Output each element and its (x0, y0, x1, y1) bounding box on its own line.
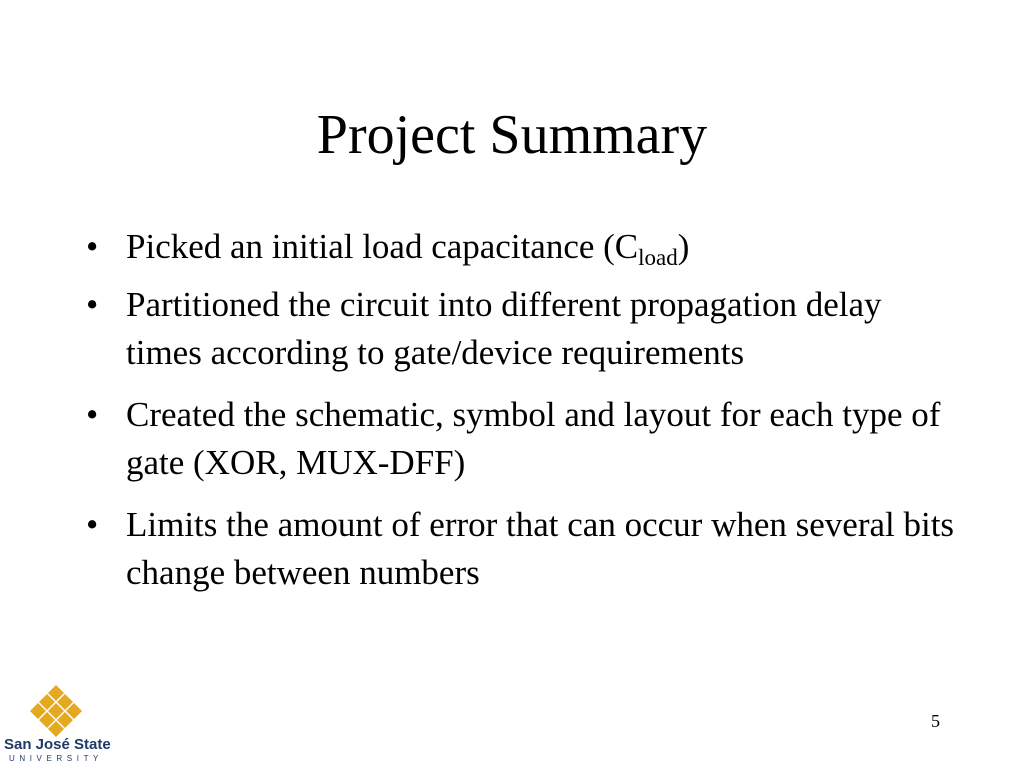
bullet-text: Partitioned the circuit into different propagation delay times according to gate/device requirements (126, 285, 882, 372)
bullet-item (86, 281, 966, 377)
slide-title: Project Summary (316, 104, 708, 166)
bullet-dot: • (86, 285, 99, 324)
bullet-suffix: ) (677, 227, 690, 266)
logo-name: San José State (4, 736, 111, 753)
bullet-item (86, 391, 966, 487)
bullet-text: Created the schematic, symbol and layout for each type of gate (XOR, MUX-DFF) (126, 395, 941, 482)
bullet-item (86, 223, 966, 271)
bullet-text: Limits the amount of error that can occur when several bits change between numbers (126, 505, 955, 592)
load-subscript: load (638, 245, 678, 270)
logo-subtitle: UNIVERSITY (8, 754, 103, 763)
page-number: 5 (931, 711, 940, 731)
bullet-dot: • (86, 395, 99, 434)
university-logo (4, 683, 111, 765)
sjsu-tower-mark-icon (28, 683, 84, 739)
bullet-list (86, 223, 966, 611)
bullet-text: Picked an initial load capacitance (C (126, 227, 639, 266)
bullet-dot: • (86, 227, 99, 266)
bullet-dot: • (86, 505, 99, 544)
bullet-item (86, 501, 966, 597)
